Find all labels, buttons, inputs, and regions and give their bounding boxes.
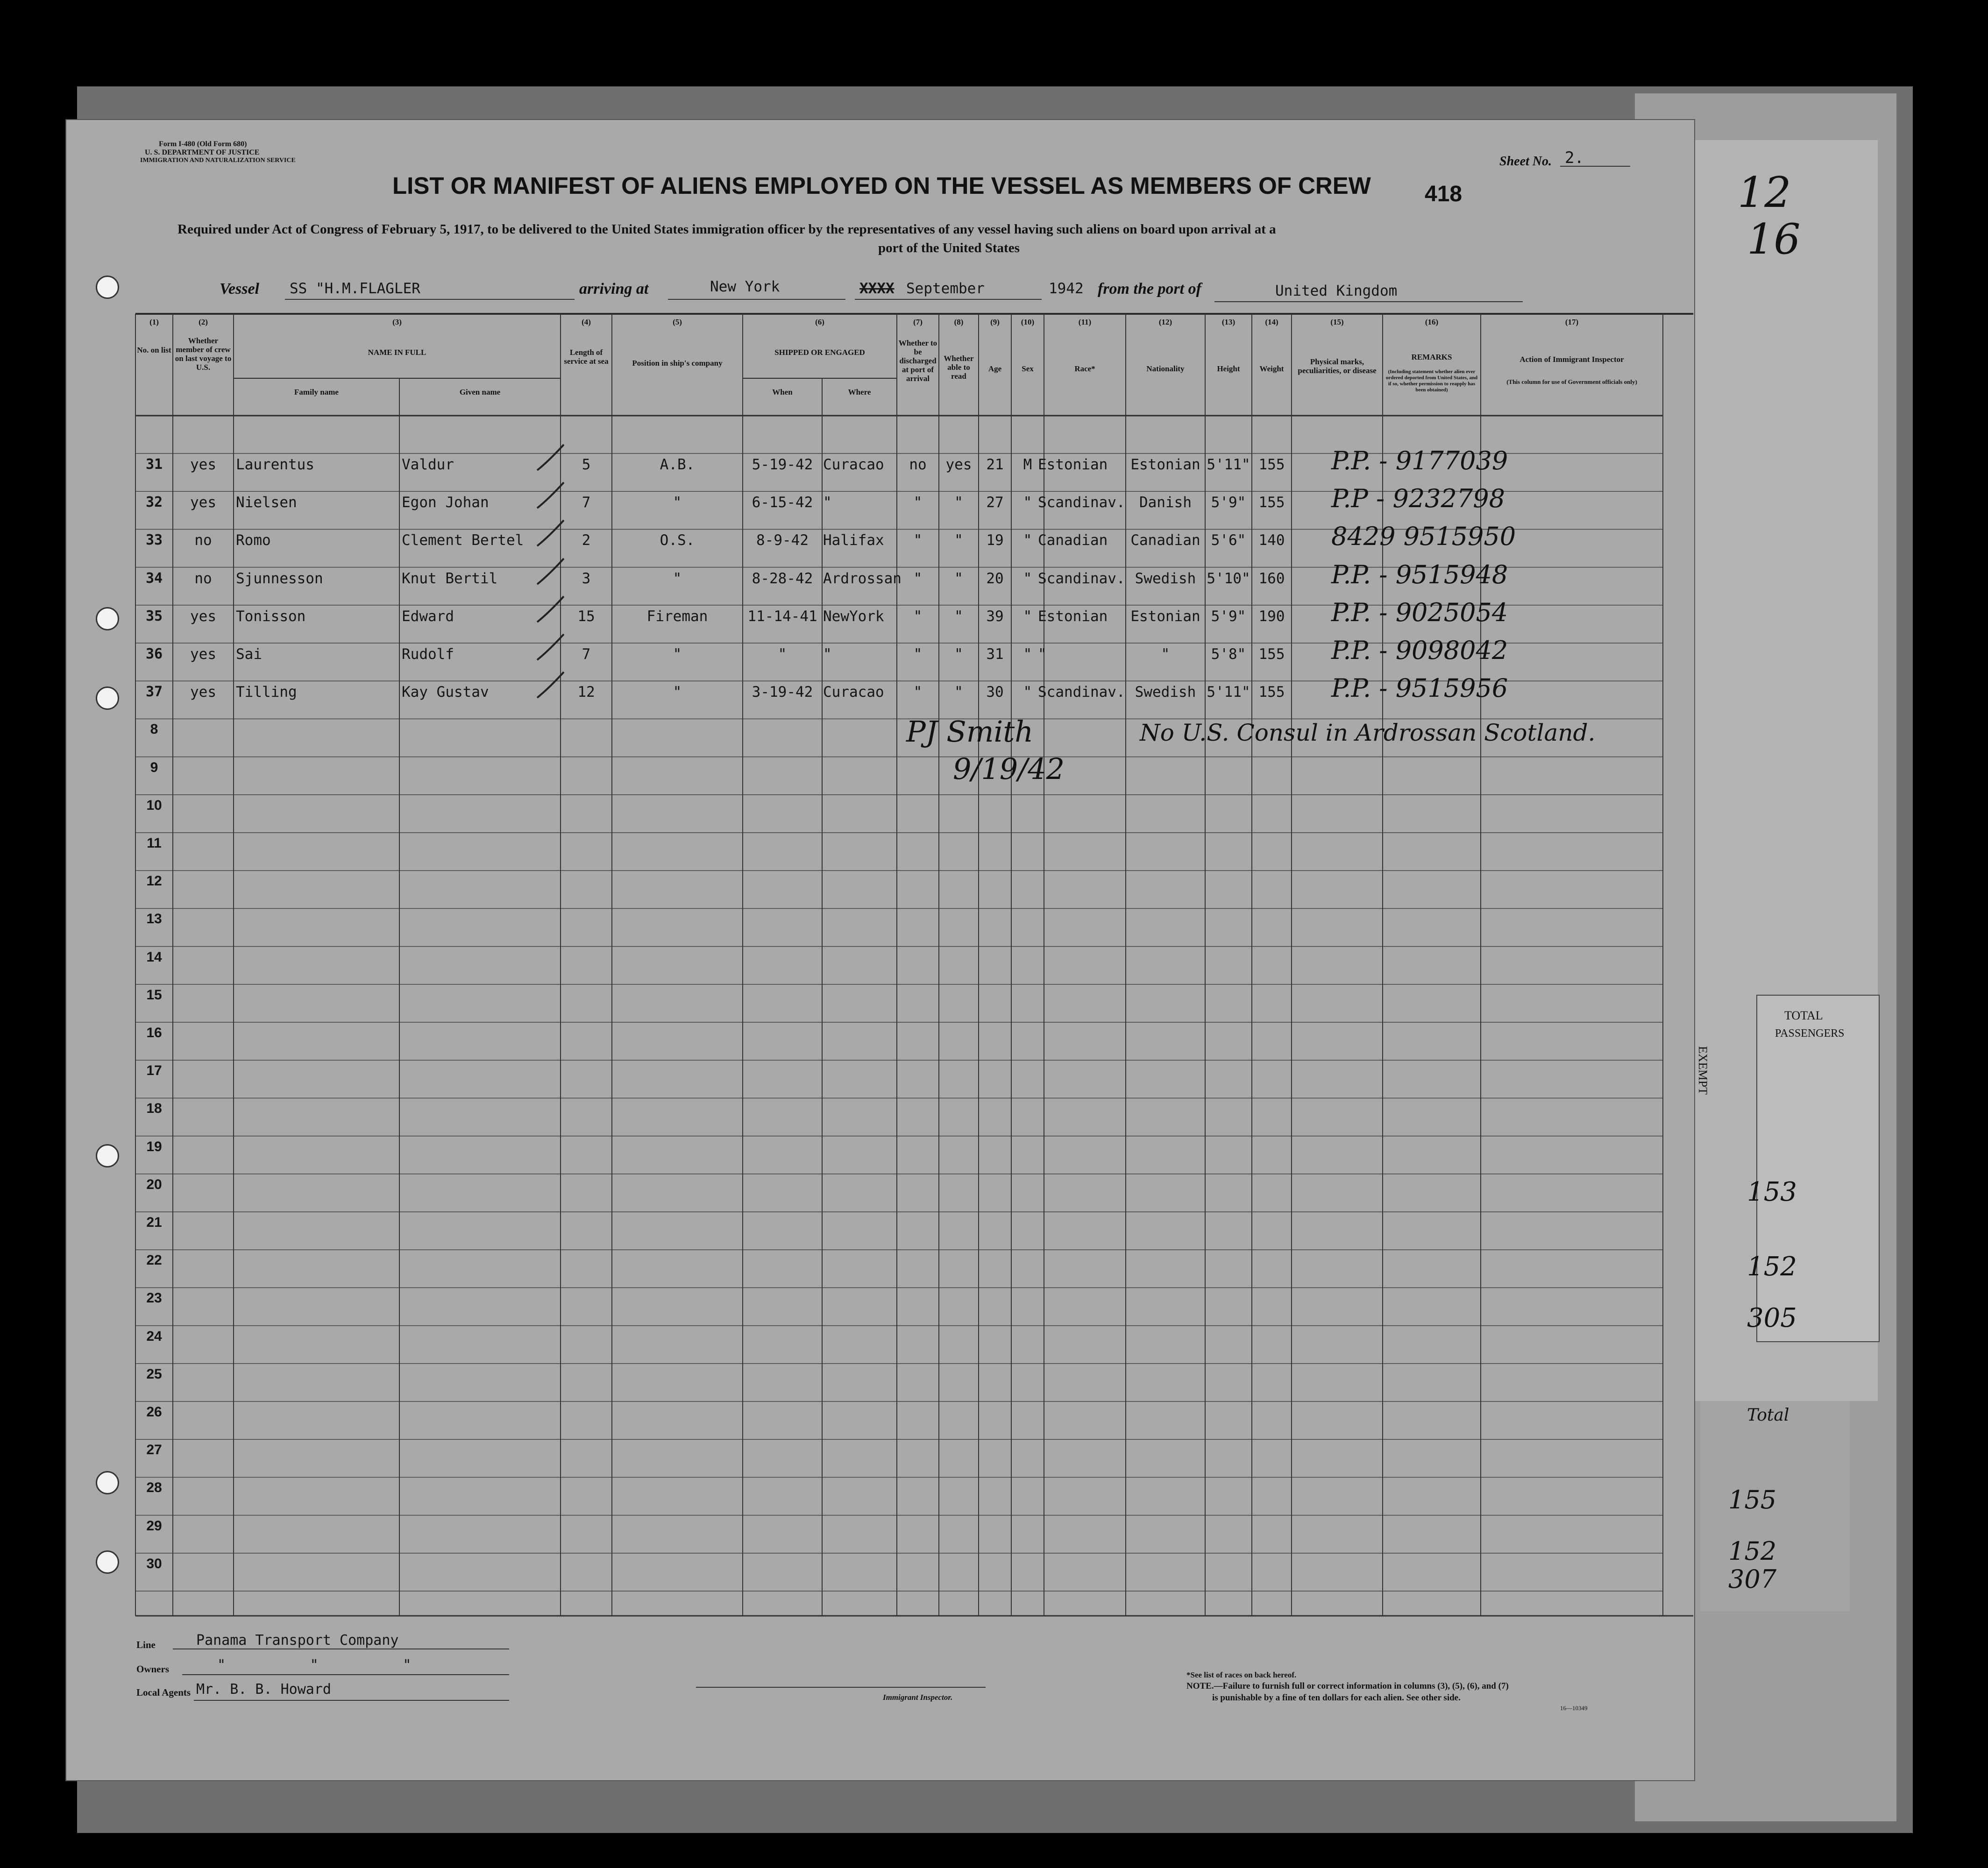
row-weight: 155 [1258,646,1285,663]
row-remarks: P.P - 9232798 [1331,484,1505,514]
row-service: 12 [577,684,595,701]
row-given: Rudolf [402,646,454,663]
row-service: 5 [582,456,591,473]
row-sex: " [1023,570,1032,587]
row-nationality: Swedish [1135,570,1196,587]
stamp-exempt-label: EXEMPT [1696,1046,1710,1095]
inspector-label: Immigrant Inspector. [883,1693,953,1702]
column-number-14: (14) [1265,318,1278,326]
row-remarks: P.P. - 9515956 [1331,673,1508,703]
row-last: yes [190,494,216,511]
row-number: 14 [146,949,162,965]
arriving-value: New York [710,278,780,295]
owners-underline [182,1674,509,1675]
total-label: Total [1747,1406,1789,1425]
tick-mark [535,594,568,627]
line-value: Panama Transport Company [196,1632,399,1649]
print-code: 16—10349 [1560,1705,1588,1712]
total-307: 307 [1728,1564,1777,1594]
row-race: Estonian [1038,608,1108,625]
row-read: " [954,532,963,549]
row-position: " [673,494,682,511]
row-number: 13 [146,911,162,927]
row-position: O.S. [660,532,695,549]
row-weight: 140 [1258,532,1285,549]
row-last: no [194,532,212,549]
row-number: 8 [150,722,158,737]
row-number: 28 [146,1480,162,1496]
row-discharged: " [913,684,923,701]
from-port-value: United Kingdom [1275,283,1398,299]
month-value: September [906,280,985,297]
form-subtitle-1: Required under Act of Congress of February 5, 1917, to be delivered to the United States immigration officer by the representatives of any vessel having such aliens on board upon arrival at a [178,222,1276,237]
row-family: Nielsen [236,494,297,511]
column-label-8: Whether able to read [944,354,974,381]
column-label-given-name: Given name [459,388,501,396]
column-number-15: (15) [1330,318,1344,326]
stamp-number: 418 [1425,182,1463,206]
row-where: " [823,494,832,511]
row-weight: 190 [1258,608,1285,625]
row-last: yes [190,608,216,625]
row-discharged: " [913,532,923,549]
row-when: 3-19-42 [752,684,813,701]
tick-mark [535,480,568,513]
row-position: " [673,646,682,663]
fine-note-1: NOTE.—Failure to furnish full or correct information in columns (3), (5), (6), and (7) [1186,1681,1509,1691]
row-weight: 155 [1258,684,1285,701]
agents-underline [194,1700,509,1701]
vessel-label: Vessel [220,280,259,297]
owners-value: " " " [217,1657,412,1673]
row-number: 18 [146,1101,162,1117]
row-family: Tilling [236,684,297,701]
row-sex: " [1023,608,1032,625]
sheet-number: 2. [1565,149,1584,167]
row-height: 5'6" [1211,532,1246,549]
row-service: 2 [582,532,591,549]
column-number-13: (13) [1221,318,1235,326]
row-when: 6-15-42 [752,494,813,511]
column-number-7: (7) [913,318,923,326]
column-label-15: Physical marks, peculiarities, or disease [1298,357,1377,375]
row-number: 21 [146,1215,162,1230]
column-label-5: Position in ship's company [632,359,723,368]
row-number: 15 [146,987,162,1003]
column-label-14: Weight [1259,364,1284,373]
row-number: 11 [147,835,162,851]
column-label-17: Action of Immigrant Inspector [1519,355,1624,364]
service: IMMIGRATION AND NATURALIZATION SERVICE [140,157,296,164]
column-sub-action: (This column for use of Government officials only) [1506,378,1637,385]
row-age: 31 [986,646,1004,663]
row-race: Canadian [1038,532,1108,549]
column-number-2: (2) [199,318,208,326]
row-age: 39 [986,608,1004,625]
signature-date: 9/19/42 [953,752,1065,786]
total-155: 155 [1728,1485,1777,1514]
row-read: " [954,570,963,587]
row-last: yes [190,456,216,473]
row-where: NewYork [823,608,884,625]
column-number-17: (17) [1565,318,1579,326]
line-label: Line [136,1639,156,1650]
arriving-label: arriving at [579,280,649,297]
margin-note-16: 16 [1747,215,1801,264]
column-number-11: (11) [1078,318,1092,326]
row-when: 8-9-42 [756,532,809,549]
row-no: 31 [145,456,163,473]
tally-152: 152 [1747,1252,1797,1282]
column-label-1: No. on list [137,346,171,354]
row-number: 12 [146,873,162,889]
row-family: Tonisson [236,608,306,625]
row-read: " [954,608,963,625]
row-family: Sai [236,646,262,663]
row-height: 5'9" [1211,494,1246,511]
inspector-line [696,1687,986,1688]
row-number: 24 [146,1328,162,1344]
form-subtitle-2: port of the United States [878,241,1020,255]
column-number-8: (8) [954,318,964,326]
row-no: 32 [145,494,163,511]
column-label-6: SHIPPED OR ENGAGED [774,348,865,357]
row-weight: 155 [1258,494,1285,511]
tick-mark [535,442,568,475]
row-age: 20 [986,570,1004,587]
row-family: Sjunnesson [236,570,323,587]
row-service: 15 [577,608,595,625]
row-weight: 160 [1258,570,1285,587]
row-race: Scandinav. [1038,684,1125,701]
row-given: Valdur [402,456,454,473]
row-height: 5'11" [1207,684,1250,701]
date-struck: XXXX [859,280,895,297]
column-number-6: (6) [815,318,824,326]
row-discharged: " [913,570,923,587]
column-label-where: Where [848,388,871,396]
row-height: 5'8" [1211,646,1246,663]
row-no: 35 [145,608,163,624]
row-height: 5'11" [1207,456,1250,473]
row-sex: M [1023,456,1032,473]
row-last: no [194,570,212,587]
row-family: Romo [236,532,271,549]
column-label-7: Whether to be discharged at port of arrival [898,339,937,383]
row-read: " [954,646,963,663]
row-remarks: P.P. - 9098042 [1331,636,1508,665]
column-label-family-name: Family name [294,388,339,396]
row-service: 7 [582,494,591,511]
row-number: 23 [146,1290,162,1306]
row-no: 34 [145,570,163,587]
row-number: 22 [146,1252,162,1268]
row-height: 5'9" [1211,608,1246,625]
column-number-5: (5) [673,318,682,326]
row-number: 16 [146,1025,162,1040]
inspector-signature: PJ Smith [906,715,1034,749]
row-remarks: 8429 9515950 [1331,522,1516,552]
tick-mark [535,670,568,702]
row-position: " [673,684,682,701]
row-nationality: Estonian [1130,456,1200,473]
agents-label: Local Agents [136,1687,191,1698]
column-sub-remarks: (Including statement whether alien ever ordered deported from United States, and if so, whether permission to reapply has been obtained) [1385,369,1478,393]
tally-305: 305 [1747,1303,1797,1333]
row-position: " [673,570,682,587]
column-label-2: Whether member of crew on last voyage to U.S. [175,336,232,372]
total-152: 152 [1728,1536,1777,1566]
row-where: Curacao [823,456,884,473]
row-last: yes [190,684,216,701]
row-remarks: P.P. - 9515948 [1331,559,1508,589]
row-remarks: P.P. - 9177039 [1331,446,1508,475]
row-age: 30 [986,684,1004,701]
row-discharged: " [913,646,923,663]
row-when: " [778,646,787,663]
column-number-1: (1) [149,318,159,326]
row-number: 27 [146,1442,162,1458]
row-where: " [823,646,832,663]
row-discharged: no [909,456,927,473]
row-when: 8-28-42 [752,570,813,587]
row-when: 11-14-41 [747,608,817,625]
row-sex: " [1023,684,1032,701]
row-number: 19 [146,1139,162,1154]
column-label-3: NAME IN FULL [368,348,426,357]
column-number-16: (16) [1425,318,1439,326]
stamp-passengers-label: PASSENGERS [1775,1027,1845,1040]
tally-153: 153 [1747,1177,1797,1207]
row-age: 19 [986,532,1004,549]
from-port-label: from the port of [1098,280,1201,297]
column-number-12: (12) [1158,318,1172,326]
row-number: 9 [150,759,158,775]
column-label-16: REMARKS [1411,353,1452,361]
column-label-9: Age [988,364,1002,373]
row-nationality: " [1161,646,1170,663]
agents-value: Mr. B. B. Howard [196,1681,331,1698]
row-discharged: " [913,608,923,625]
row-last: yes [190,646,216,663]
row-number: 30 [146,1556,162,1571]
margin-note-12: 12 [1738,168,1791,217]
row-no: 36 [145,646,163,662]
column-number-4: (4) [582,318,591,326]
row-service: 7 [582,646,591,663]
row-position: A.B. [660,456,695,473]
row-height: 5'10" [1207,570,1250,587]
row-number: 29 [146,1518,162,1534]
row-family: Laurentus [236,456,314,473]
row-number: 20 [146,1176,162,1192]
row-given: Clement Bertel [402,532,524,549]
owners-label: Owners [136,1663,169,1675]
vessel-value: SS "H.M.FLAGLER [290,280,420,297]
row-when: 5-19-42 [752,456,813,473]
form-number: Form I-480 (Old Form 680) [159,140,247,148]
row-race: " [1038,646,1047,663]
row-nationality: Swedish [1135,684,1196,701]
row-nationality: Danish [1139,494,1192,511]
row-number: 17 [146,1063,162,1079]
sheet-label: Sheet No. [1499,154,1552,169]
column-label-when: When [772,388,793,396]
row-race: Estonian [1038,456,1108,473]
row-no: 37 [145,684,163,700]
races-note: *See list of races on back hereof. [1186,1670,1297,1679]
row-number: 10 [146,797,162,813]
column-number-10: (10) [1021,318,1035,326]
row-position: Fireman [646,608,708,625]
row-number: 25 [146,1366,162,1382]
form-title: LIST OR MANIFEST OF ALIENS EMPLOYED ON THE VESSEL AS MEMBERS OF CREW [392,172,1371,199]
row-given: Knut Bertil [402,570,498,587]
row-sex: " [1023,494,1032,511]
row-read: " [954,684,963,701]
column-label-11: Race* [1074,364,1095,373]
column-label-10: Sex [1022,364,1034,373]
column-number-3: (3) [392,318,402,326]
column-label-4: Length of service at sea [564,348,609,366]
row-race: Scandinav. [1038,494,1125,511]
row-nationality: Canadian [1130,532,1200,549]
column-number-9: (9) [990,318,1000,326]
row-age: 21 [986,456,1004,473]
year-value: 1942 [1049,280,1084,297]
tick-mark [535,556,568,589]
column-label-12: Nationality [1146,364,1185,373]
tick-mark [535,632,568,665]
row-read: yes [945,456,972,473]
row-number: 26 [146,1404,162,1420]
row-remarks: P.P. - 9025054 [1331,597,1508,627]
consul-note: No U.S. Consul in Ardrossan Scotland. [1140,719,1596,746]
row-where: Halifax [823,532,884,549]
stamp-total-label: TOTAL [1784,1009,1823,1022]
fine-note-2: is punishable by a fine of ten dollars for each alien. See other side. [1212,1693,1461,1703]
row-discharged: " [913,494,923,511]
row-sex: " [1023,646,1032,663]
row-given: Edward [402,608,454,625]
department: U. S. DEPARTMENT OF JUSTICE [145,149,260,156]
row-read: " [954,494,963,511]
row-given: Egon Johan [402,494,489,511]
row-where: Ardrossan [823,570,902,587]
row-nationality: Estonian [1130,608,1200,625]
column-label-13: Height [1217,364,1240,373]
row-race: Scandinav. [1038,570,1125,587]
row-no: 33 [145,532,163,549]
row-given: Kay Gustav [402,684,489,701]
row-sex: " [1023,532,1032,549]
tick-mark [535,518,568,551]
row-weight: 155 [1258,456,1285,473]
row-service: 3 [582,570,591,587]
row-where: Curacao [823,684,884,701]
row-age: 27 [986,494,1004,511]
